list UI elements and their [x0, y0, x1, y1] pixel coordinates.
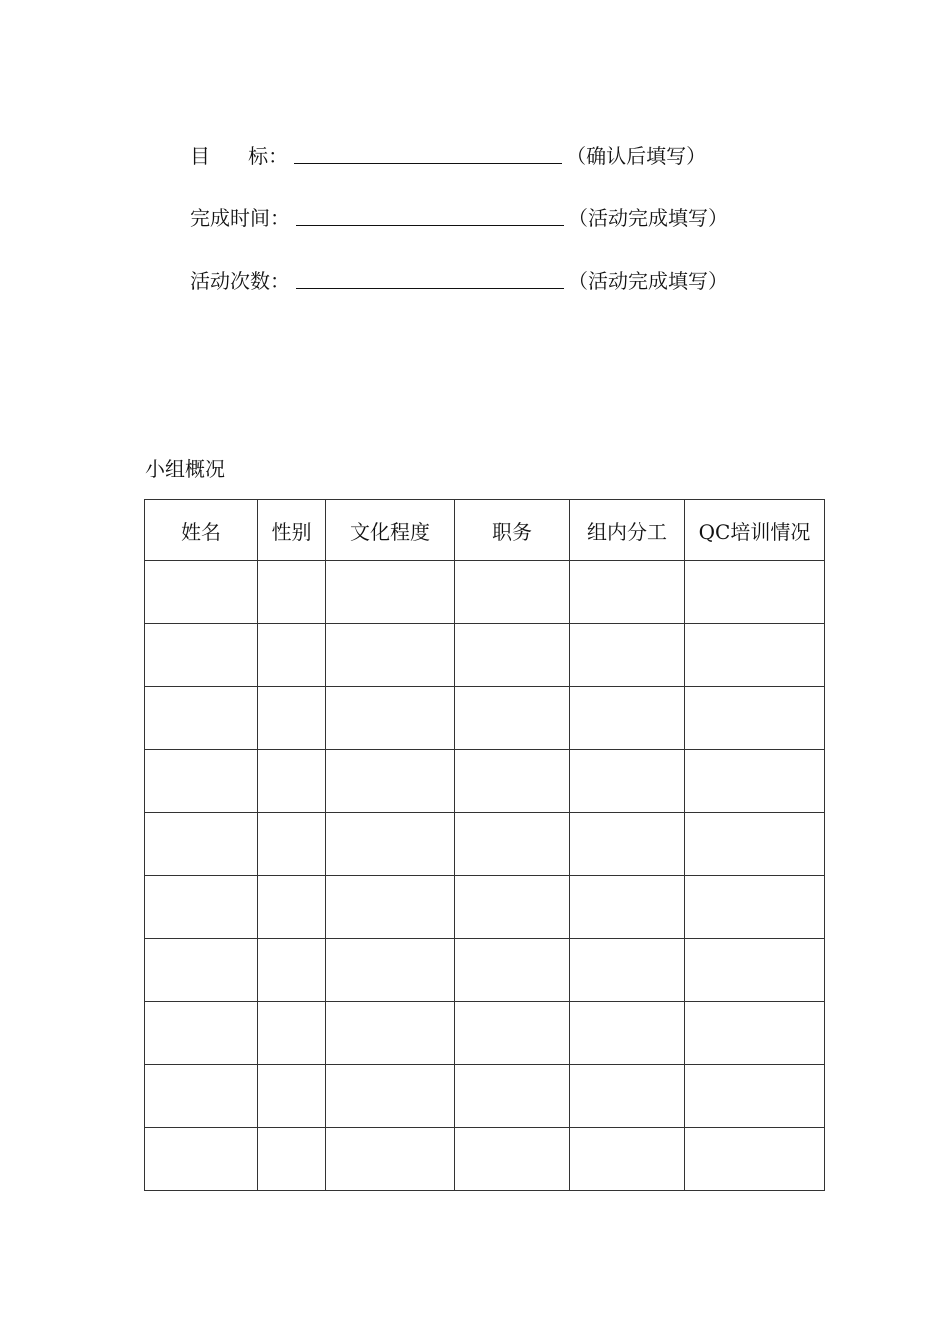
- table-row: [145, 750, 825, 813]
- table-cell[interactable]: [570, 687, 685, 750]
- table-row: [145, 1002, 825, 1065]
- table-cell[interactable]: [685, 624, 825, 687]
- member-table: [144, 499, 825, 1191]
- table-cell[interactable]: [570, 1128, 685, 1191]
- table-cell[interactable]: [258, 750, 326, 813]
- table-cell[interactable]: [455, 687, 570, 750]
- table-cell[interactable]: [685, 876, 825, 939]
- table-cell[interactable]: [685, 1002, 825, 1065]
- table-cell[interactable]: [145, 561, 258, 624]
- table-cell[interactable]: [570, 1065, 685, 1128]
- table-cell[interactable]: [455, 1065, 570, 1128]
- table-cell[interactable]: [145, 939, 258, 1002]
- completion-time-blank[interactable]: [296, 205, 564, 226]
- table-cell[interactable]: [145, 1128, 258, 1191]
- table-cell[interactable]: [326, 813, 455, 876]
- table-cell[interactable]: [326, 876, 455, 939]
- table-cell[interactable]: [258, 1065, 326, 1128]
- table-row: [145, 876, 825, 939]
- table-cell[interactable]: [685, 687, 825, 750]
- table-cell[interactable]: [685, 750, 825, 813]
- table-cell[interactable]: [570, 561, 685, 624]
- table-cell[interactable]: [326, 1002, 455, 1065]
- table-cell[interactable]: [570, 750, 685, 813]
- table-cell[interactable]: [455, 561, 570, 624]
- table-cell[interactable]: [258, 813, 326, 876]
- table-cell[interactable]: [145, 1002, 258, 1065]
- table-cell[interactable]: [685, 1128, 825, 1191]
- table-cell[interactable]: [685, 939, 825, 1002]
- table-row: [145, 939, 825, 1002]
- table-cell[interactable]: [258, 687, 326, 750]
- target-note: （确认后填写）: [566, 144, 707, 168]
- table-cell[interactable]: [145, 750, 258, 813]
- target-field: [190, 136, 706, 166]
- table-cell[interactable]: [685, 561, 825, 624]
- completion-time-note: （活动完成填写）: [568, 206, 728, 230]
- completion-time-field: [190, 198, 728, 228]
- header-gender: 性别: [258, 500, 326, 561]
- header-education: 文化程度: [326, 500, 455, 561]
- table-cell[interactable]: [455, 1128, 570, 1191]
- table-cell[interactable]: [685, 1065, 825, 1128]
- table-cell[interactable]: [145, 687, 258, 750]
- table-cell[interactable]: [455, 750, 570, 813]
- table-cell[interactable]: [455, 624, 570, 687]
- table-cell[interactable]: [326, 1128, 455, 1191]
- target-blank[interactable]: [294, 143, 562, 164]
- table-cell[interactable]: [145, 624, 258, 687]
- table-cell[interactable]: [570, 876, 685, 939]
- table-cell[interactable]: [455, 1002, 570, 1065]
- table-cell[interactable]: [258, 561, 326, 624]
- completion-time-label: 完成时间：: [190, 206, 290, 230]
- table-cell[interactable]: [326, 1065, 455, 1128]
- table-cell[interactable]: [685, 813, 825, 876]
- table-cell[interactable]: [258, 939, 326, 1002]
- table-cell[interactable]: [258, 624, 326, 687]
- header-row: [145, 500, 825, 561]
- table-cell[interactable]: [570, 1002, 685, 1065]
- table-cell[interactable]: [570, 624, 685, 687]
- table-cell[interactable]: [326, 750, 455, 813]
- header-qc-training: QC培训情况: [685, 500, 825, 561]
- header-name: 姓名: [145, 500, 258, 561]
- activity-count-field: [190, 261, 728, 291]
- table-cell[interactable]: [455, 876, 570, 939]
- section-title: 小组概况: [145, 457, 225, 481]
- table-row: [145, 1128, 825, 1191]
- header-position: 职务: [455, 500, 570, 561]
- target-label: 目 标：: [190, 144, 289, 168]
- table-cell[interactable]: [145, 876, 258, 939]
- table-cell[interactable]: [326, 939, 455, 1002]
- table-row: [145, 624, 825, 687]
- table-cell[interactable]: [326, 687, 455, 750]
- header-role: 组内分工: [570, 500, 685, 561]
- table-row: [145, 687, 825, 750]
- table-cell[interactable]: [326, 561, 455, 624]
- table-cell[interactable]: [570, 813, 685, 876]
- member-rows: [145, 561, 825, 1191]
- table-cell[interactable]: [455, 939, 570, 1002]
- table-cell[interactable]: [326, 624, 455, 687]
- table-cell[interactable]: [258, 1128, 326, 1191]
- activity-count-label: 活动次数：: [190, 269, 290, 293]
- table-cell[interactable]: [455, 813, 570, 876]
- table-cell[interactable]: [145, 813, 258, 876]
- table-cell[interactable]: [258, 876, 326, 939]
- table-row: [145, 561, 825, 624]
- table-row: [145, 813, 825, 876]
- table-cell[interactable]: [570, 939, 685, 1002]
- table-row: [145, 1065, 825, 1128]
- table-cell[interactable]: [258, 1002, 326, 1065]
- table-cell[interactable]: [145, 1065, 258, 1128]
- activity-count-blank[interactable]: [296, 268, 564, 289]
- activity-count-note: （活动完成填写）: [568, 269, 728, 293]
